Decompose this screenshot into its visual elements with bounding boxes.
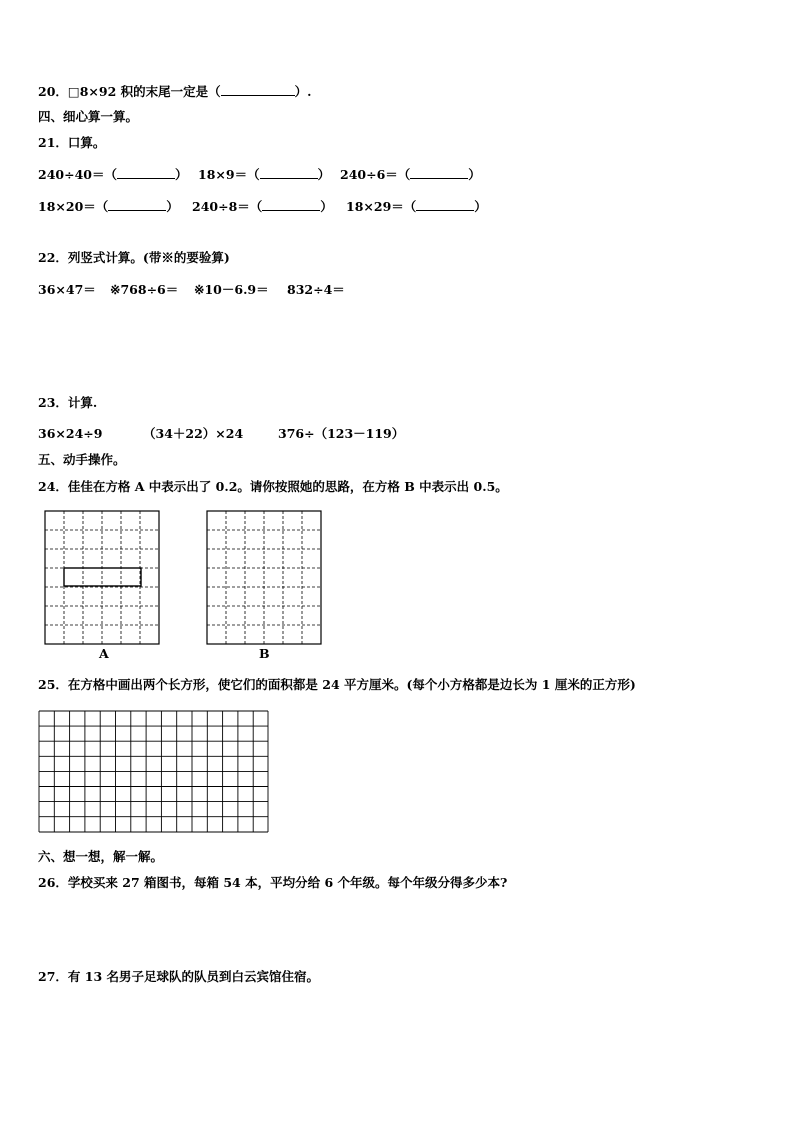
q22-item: ※768÷6＝ bbox=[110, 282, 179, 297]
q27-number: 27． bbox=[38, 969, 68, 984]
grid-a bbox=[44, 510, 162, 646]
q23-item: 36×24÷9 bbox=[38, 426, 103, 441]
grid-b[interactable] bbox=[206, 510, 324, 646]
q21-item bbox=[38, 198, 179, 215]
q21-item bbox=[198, 166, 330, 183]
q21-answer-blank[interactable] bbox=[410, 166, 468, 179]
q21-item bbox=[340, 166, 481, 183]
q20-text: □8×92 积的末尾一定是（ bbox=[67, 84, 221, 99]
q23-text: 计算. bbox=[67, 395, 98, 410]
q21-expr: 240÷6＝（ bbox=[340, 167, 411, 182]
q26-text: 学校买来 27 箱图书，每箱 54 本，平均分给 6 个年级。每个年级分得多少本? bbox=[67, 875, 508, 890]
q24 bbox=[38, 479, 508, 495]
q21-close: ） bbox=[317, 167, 331, 182]
q22-number: 22． bbox=[38, 250, 68, 265]
q22 bbox=[38, 250, 230, 266]
q21-expr: 18×20＝（ bbox=[38, 199, 109, 214]
q21-answer-blank[interactable] bbox=[260, 166, 318, 179]
q21 bbox=[38, 135, 105, 151]
section-6-heading: 六、想一想，解一解。 bbox=[38, 849, 164, 864]
q21-answer-blank[interactable] bbox=[416, 198, 474, 211]
q21-close: ） bbox=[174, 167, 188, 182]
q21-close: ） bbox=[474, 199, 487, 214]
section-4-heading: 四、细心算一算。 bbox=[38, 109, 139, 124]
q23-number: 23． bbox=[38, 395, 68, 410]
q21-close: ） bbox=[468, 167, 481, 182]
q21-number: 21． bbox=[38, 135, 68, 150]
grid-b-label: B bbox=[259, 646, 270, 661]
q21-expr: 18×29＝（ bbox=[346, 199, 417, 214]
q21-expr: 18×9＝（ bbox=[198, 167, 260, 182]
q22-text: 列竖式计算。(带※的要验算) bbox=[67, 250, 230, 265]
q26-number: 26． bbox=[38, 875, 68, 890]
q20 bbox=[38, 83, 312, 100]
q22-item: ※10－6.9＝ bbox=[194, 282, 269, 297]
q21-close: ） bbox=[320, 199, 333, 214]
q21-close: ） bbox=[166, 199, 179, 214]
q22-item: 36×47＝ bbox=[38, 282, 96, 297]
grid-a-label: A bbox=[99, 646, 109, 661]
q20-answer-blank[interactable] bbox=[221, 83, 295, 96]
q23-item: 376÷（123－119） bbox=[278, 426, 405, 441]
q21-item bbox=[192, 198, 333, 215]
q20-number: 20． bbox=[38, 84, 68, 99]
q21-expr: 240÷40＝（ bbox=[38, 167, 117, 182]
q23 bbox=[38, 395, 97, 411]
q25-number: 25． bbox=[38, 677, 68, 692]
grid-q25[interactable] bbox=[38, 710, 270, 834]
q21-answer-blank[interactable] bbox=[108, 198, 166, 211]
q20-close: ）. bbox=[294, 84, 312, 99]
q25 bbox=[38, 677, 636, 693]
section-5-heading: 五、动手操作。 bbox=[38, 452, 126, 467]
q21-item bbox=[346, 198, 487, 215]
q21-item bbox=[38, 166, 187, 183]
q21-expr: 240÷8＝（ bbox=[192, 199, 263, 214]
grid-a-shaded-rectangle bbox=[64, 568, 141, 586]
q21-answer-blank[interactable] bbox=[262, 198, 320, 211]
q27 bbox=[38, 969, 319, 985]
q26 bbox=[38, 875, 507, 891]
q21-answer-blank[interactable] bbox=[117, 166, 175, 179]
q22-item: 832÷4＝ bbox=[287, 282, 345, 297]
q21-text: 口算。 bbox=[67, 135, 106, 150]
q25-text: 在方格中画出两个长方形，使它们的面积都是 24 平方厘米。(每个小方格都是边长为 1 厘米的正方形) bbox=[67, 677, 636, 692]
q24-number: 24． bbox=[38, 479, 68, 494]
q23-item: （34＋22）×24 bbox=[143, 426, 244, 441]
q27-text: 有 13 名男子足球队的队员到白云宾馆住宿。 bbox=[67, 969, 320, 984]
q24-text: 佳佳在方格 A 中表示出了 0.2。请你按照她的思路，在方格 B 中表示出 0.5。 bbox=[67, 479, 508, 494]
